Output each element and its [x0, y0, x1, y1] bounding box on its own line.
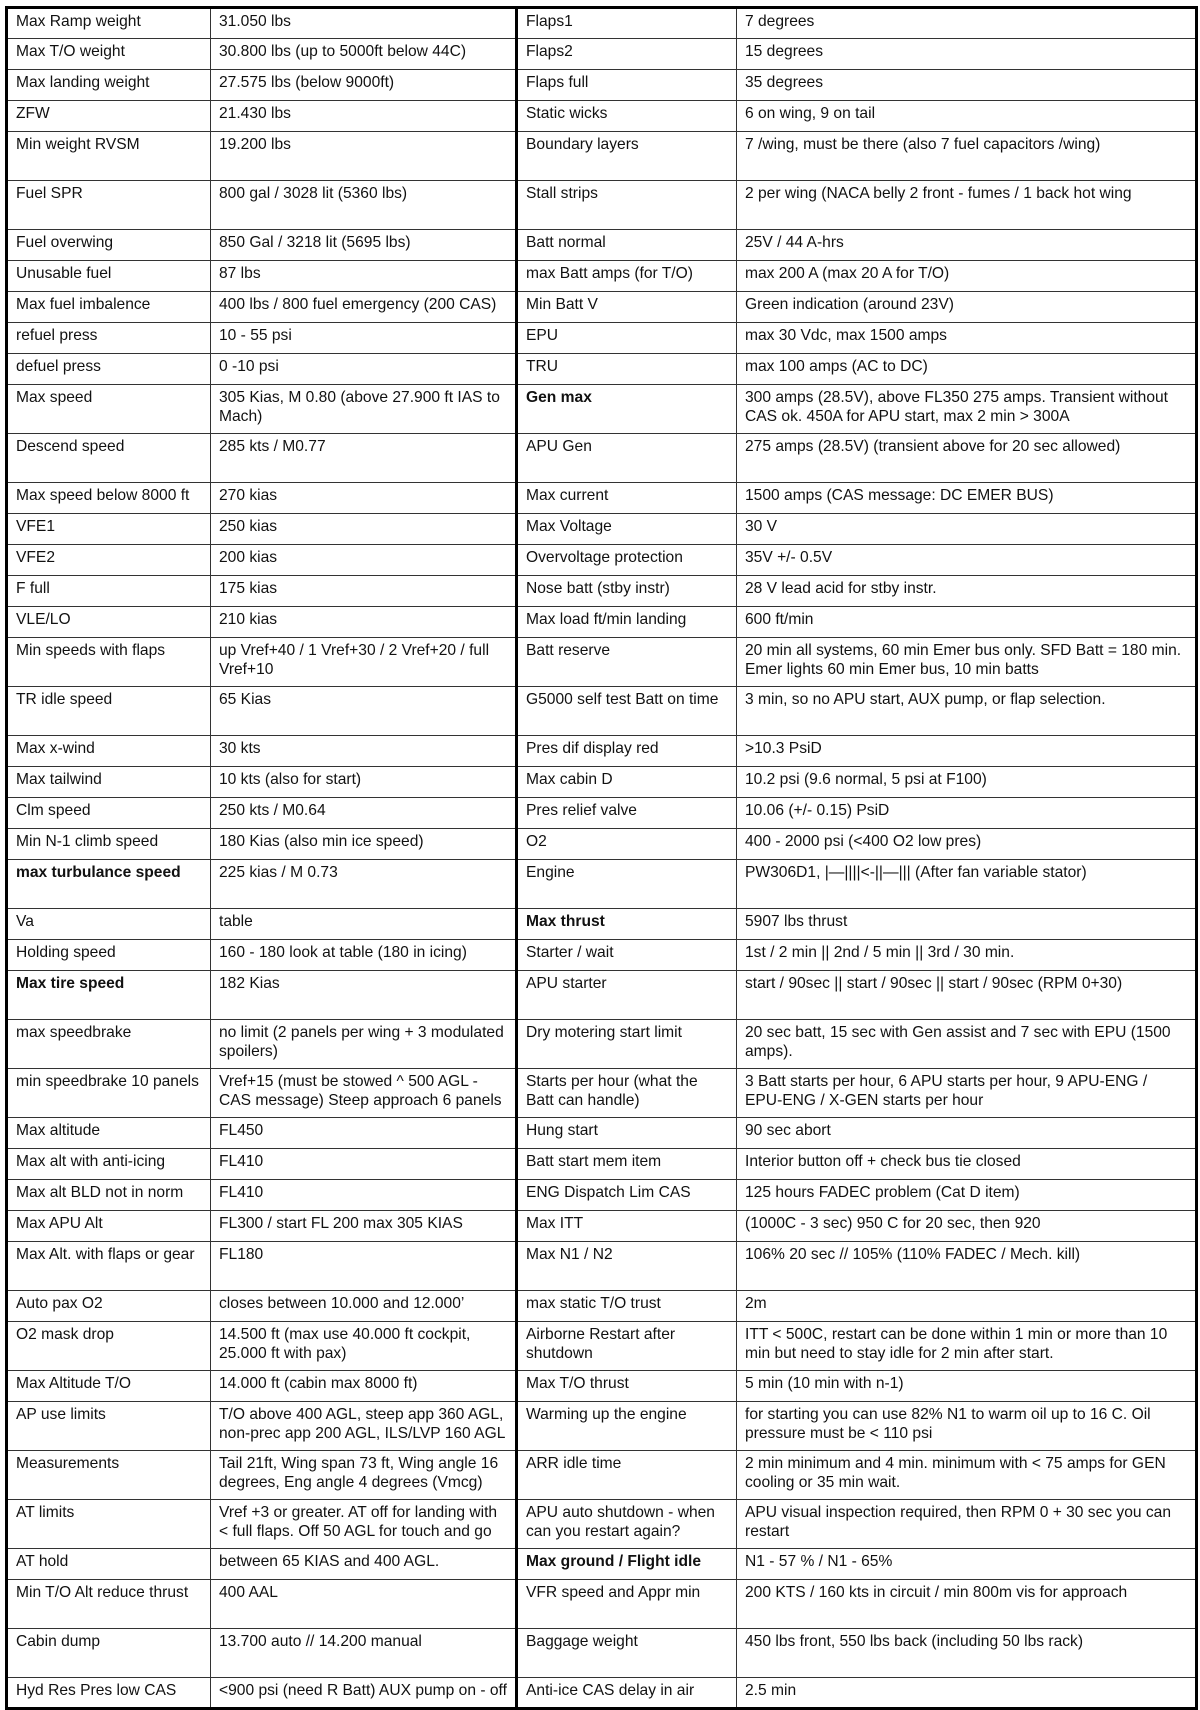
- table-row: [7, 483, 1197, 514]
- left-value-cell: 21.430 lbs: [211, 101, 517, 132]
- left-parameter-cell: Max x-wind: [7, 736, 211, 767]
- right-value-cell: 7 /wing, must be there (also 7 fuel capacitors /wing): [737, 132, 1197, 181]
- left-parameter-cell: max speedbrake: [7, 1020, 211, 1069]
- table-row: [7, 1402, 1197, 1451]
- left-parameter-cell: Va: [7, 909, 211, 940]
- right-value-cell: 15 degrees: [737, 39, 1197, 70]
- left-value-cell: 13.700 auto // 14.200 manual: [211, 1629, 517, 1678]
- left-value-cell: FL180: [211, 1242, 517, 1291]
- table-row: [7, 1580, 1197, 1629]
- right-parameter-cell: EPU: [517, 323, 737, 354]
- left-value-cell: 14.000 ft (cabin max 8000 ft): [211, 1371, 517, 1402]
- left-value-cell: 27.575 lbs (below 9000ft): [211, 70, 517, 101]
- left-value-cell: table: [211, 909, 517, 940]
- right-parameter-cell: APU starter: [517, 971, 737, 1020]
- right-parameter-cell: Pres dif display red: [517, 736, 737, 767]
- right-parameter-cell: Batt normal: [517, 230, 737, 261]
- left-parameter-cell: Holding speed: [7, 940, 211, 971]
- right-value-cell: 1st / 2 min || 2nd / 5 min || 3rd / 30 min.: [737, 940, 1197, 971]
- left-parameter-cell: Max tire speed: [7, 971, 211, 1020]
- left-value-cell: closes between 10.000 and 12.000’: [211, 1291, 517, 1322]
- right-parameter-cell: Max thrust: [517, 909, 737, 940]
- right-parameter-cell: Stall strips: [517, 181, 737, 230]
- right-parameter-cell: Max T/O thrust: [517, 1371, 737, 1402]
- table-row: [7, 354, 1197, 385]
- right-value-cell: 10.06 (+/- 0.15) PsiD: [737, 798, 1197, 829]
- right-value-cell: 125 hours FADEC problem (Cat D item): [737, 1180, 1197, 1211]
- left-value-cell: 180 Kias (also min ice speed): [211, 829, 517, 860]
- left-value-cell: 250 kts / M0.64: [211, 798, 517, 829]
- right-value-cell: 2m: [737, 1291, 1197, 1322]
- left-parameter-cell: Min N-1 climb speed: [7, 829, 211, 860]
- right-value-cell: PW306D1, |—||||<-||—||| (After fan variable stator): [737, 860, 1197, 909]
- right-parameter-cell: O2: [517, 829, 737, 860]
- table-row: [7, 181, 1197, 230]
- left-value-cell: 270 kias: [211, 483, 517, 514]
- left-parameter-cell: O2 mask drop: [7, 1322, 211, 1371]
- table-row: [7, 638, 1197, 687]
- table-row: [7, 1020, 1197, 1069]
- right-parameter-cell: Flaps1: [517, 8, 737, 39]
- table-row: [7, 101, 1197, 132]
- right-parameter-cell: max Batt amps (for T/O): [517, 261, 737, 292]
- right-parameter-cell: Anti-ice CAS delay in air: [517, 1678, 737, 1709]
- left-parameter-cell: refuel press: [7, 323, 211, 354]
- table-row: [7, 292, 1197, 323]
- left-value-cell: 400 lbs / 800 fuel emergency (200 CAS): [211, 292, 517, 323]
- left-value-cell: 14.500 ft (max use 40.000 ft cockpit, 25.000 ft with pax): [211, 1322, 517, 1371]
- left-value-cell: FL450: [211, 1118, 517, 1149]
- table-row: [7, 132, 1197, 181]
- left-value-cell: 10 - 55 psi: [211, 323, 517, 354]
- table-row: [7, 860, 1197, 909]
- right-value-cell: APU visual inspection required, then RPM 0 + 30 sec you can restart: [737, 1500, 1197, 1549]
- right-value-cell: 300 amps (28.5V), above FL350 275 amps. Transient without CAS ok. 450A for APU start, max 2 min > 300A: [737, 385, 1197, 434]
- right-parameter-cell: Warming up the engine: [517, 1402, 737, 1451]
- left-value-cell: 182 Kias: [211, 971, 517, 1020]
- right-parameter-cell: Max current: [517, 483, 737, 514]
- right-value-cell: 90 sec abort: [737, 1118, 1197, 1149]
- left-parameter-cell: Max Alt. with flaps or gear: [7, 1242, 211, 1291]
- table-row: [7, 70, 1197, 101]
- left-parameter-cell: Max T/O weight: [7, 39, 211, 70]
- right-parameter-cell: ARR idle time: [517, 1451, 737, 1500]
- table-row: [7, 261, 1197, 292]
- left-parameter-cell: Max altitude: [7, 1118, 211, 1149]
- right-parameter-cell: Flaps full: [517, 70, 737, 101]
- table-row: [7, 687, 1197, 736]
- table-row: [7, 1678, 1197, 1709]
- right-value-cell: start / 90sec || start / 90sec || start / 90sec (RPM 0+30): [737, 971, 1197, 1020]
- table-row: [7, 1549, 1197, 1580]
- right-value-cell: max 30 Vdc, max 1500 amps: [737, 323, 1197, 354]
- left-value-cell: 850 Gal / 3218 lit (5695 lbs): [211, 230, 517, 261]
- table-row: [7, 1629, 1197, 1678]
- right-value-cell: Interior button off + check bus tie closed: [737, 1149, 1197, 1180]
- right-parameter-cell: Dry motering start limit: [517, 1020, 737, 1069]
- left-parameter-cell: Min T/O Alt reduce thrust: [7, 1580, 211, 1629]
- left-parameter-cell: Max speed: [7, 385, 211, 434]
- table-row: [7, 545, 1197, 576]
- right-parameter-cell: VFR speed and Appr min: [517, 1580, 737, 1629]
- right-value-cell: 200 KTS / 160 kts in circuit / min 800m vis for approach: [737, 1580, 1197, 1629]
- left-parameter-cell: Clm speed: [7, 798, 211, 829]
- right-value-cell: 2 min minimum and 4 min. minimum with < 75 amps for GEN cooling or 35 min wait.: [737, 1451, 1197, 1500]
- table-row: [7, 940, 1197, 971]
- left-parameter-cell: Max Altitude T/O: [7, 1371, 211, 1402]
- left-value-cell: 400 AAL: [211, 1580, 517, 1629]
- table-row: [7, 1322, 1197, 1371]
- table-row: [7, 1149, 1197, 1180]
- left-value-cell: 65 Kias: [211, 687, 517, 736]
- limitations-table: [5, 6, 1198, 1710]
- right-value-cell: 600 ft/min: [737, 607, 1197, 638]
- table-row: [7, 434, 1197, 483]
- table-row: [7, 1371, 1197, 1402]
- right-parameter-cell: Starter / wait: [517, 940, 737, 971]
- right-parameter-cell: Max cabin D: [517, 767, 737, 798]
- left-value-cell: Vref +3 or greater. AT off for landing with < full flaps. Off 50 AGL for touch and go: [211, 1500, 517, 1549]
- left-value-cell: 19.200 lbs: [211, 132, 517, 181]
- left-value-cell: Vref+15 (must be stowed ^ 500 AGL - CAS message) Steep approach 6 panels: [211, 1069, 517, 1118]
- left-parameter-cell: Max fuel imbalence: [7, 292, 211, 323]
- table-row: [7, 1291, 1197, 1322]
- left-value-cell: 87 lbs: [211, 261, 517, 292]
- left-parameter-cell: AP use limits: [7, 1402, 211, 1451]
- left-value-cell: no limit (2 panels per wing + 3 modulated spoilers): [211, 1020, 517, 1069]
- left-parameter-cell: Min speeds with flaps: [7, 638, 211, 687]
- right-parameter-cell: Batt reserve: [517, 638, 737, 687]
- right-parameter-cell: Pres relief valve: [517, 798, 737, 829]
- right-value-cell: 3 min, so no APU start, AUX pump, or flap selection.: [737, 687, 1197, 736]
- left-parameter-cell: Measurements: [7, 1451, 211, 1500]
- right-parameter-cell: Max ITT: [517, 1211, 737, 1242]
- right-parameter-cell: TRU: [517, 354, 737, 385]
- right-value-cell: max 100 amps (AC to DC): [737, 354, 1197, 385]
- left-value-cell: between 65 KIAS and 400 AGL.: [211, 1549, 517, 1580]
- table-row: [7, 514, 1197, 545]
- left-value-cell: Tail 21ft, Wing span 73 ft, Wing angle 16 degrees, Eng angle 4 degrees (Vmcg): [211, 1451, 517, 1500]
- left-parameter-cell: Max Ramp weight: [7, 8, 211, 39]
- table-row: [7, 230, 1197, 261]
- left-parameter-cell: Fuel overwing: [7, 230, 211, 261]
- table-row: [7, 1451, 1197, 1500]
- right-parameter-cell: Starts per hour (what the Batt can handle): [517, 1069, 737, 1118]
- left-parameter-cell: VLE/LO: [7, 607, 211, 638]
- table-row: [7, 607, 1197, 638]
- left-parameter-cell: Max tailwind: [7, 767, 211, 798]
- table-row: [7, 1211, 1197, 1242]
- right-value-cell: ITT < 500C, restart can be done within 1 min or more than 10 min but need to stay idle for 2 min after start.: [737, 1322, 1197, 1371]
- right-parameter-cell: G5000 self test Batt on time: [517, 687, 737, 736]
- left-value-cell: 285 kts / M0.77: [211, 434, 517, 483]
- table-row: [7, 767, 1197, 798]
- right-value-cell: 3 Batt starts per hour, 6 APU starts per hour, 9 APU-ENG / EPU-ENG / X-GEN starts per hour: [737, 1069, 1197, 1118]
- right-value-cell: max 200 A (max 20 A for T/O): [737, 261, 1197, 292]
- left-value-cell: 160 - 180 look at table (180 in icing): [211, 940, 517, 971]
- right-parameter-cell: Static wicks: [517, 101, 737, 132]
- left-parameter-cell: min speedbrake 10 panels: [7, 1069, 211, 1118]
- left-parameter-cell: Max APU Alt: [7, 1211, 211, 1242]
- left-value-cell: 30 kts: [211, 736, 517, 767]
- left-parameter-cell: defuel press: [7, 354, 211, 385]
- left-parameter-cell: VFE1: [7, 514, 211, 545]
- right-value-cell: 35V +/- 0.5V: [737, 545, 1197, 576]
- right-value-cell: 10.2 psi (9.6 normal, 5 psi at F100): [737, 767, 1197, 798]
- right-parameter-cell: Boundary layers: [517, 132, 737, 181]
- left-value-cell: 225 kias / M 0.73: [211, 860, 517, 909]
- left-parameter-cell: AT hold: [7, 1549, 211, 1580]
- left-parameter-cell: Descend speed: [7, 434, 211, 483]
- table-row: [7, 39, 1197, 70]
- table-row: [7, 1069, 1197, 1118]
- right-value-cell: for starting you can use 82% N1 to warm oil up to 16 C. Oil pressure must be < 110 psi: [737, 1402, 1197, 1451]
- right-value-cell: 20 sec batt, 15 sec with Gen assist and 7 sec with EPU (1500 amps).: [737, 1020, 1197, 1069]
- table-row: [7, 385, 1197, 434]
- left-value-cell: T/O above 400 AGL, steep app 360 AGL, non-prec app 200 AGL, ILS/LVP 160 AGL: [211, 1402, 517, 1451]
- right-value-cell: N1 - 57 % / N1 - 65%: [737, 1549, 1197, 1580]
- right-value-cell: 450 lbs front, 550 lbs back (including 50 lbs rack): [737, 1629, 1197, 1678]
- right-parameter-cell: Hung start: [517, 1118, 737, 1149]
- left-parameter-cell: TR idle speed: [7, 687, 211, 736]
- right-value-cell: 5 min (10 min with n-1): [737, 1371, 1197, 1402]
- right-parameter-cell: APU Gen: [517, 434, 737, 483]
- table-row: [7, 323, 1197, 354]
- table-row: [7, 829, 1197, 860]
- limitations-sheet: [5, 6, 1195, 1699]
- left-parameter-cell: VFE2: [7, 545, 211, 576]
- left-value-cell: 0 -10 psi: [211, 354, 517, 385]
- right-parameter-cell: APU auto shutdown - when can you restart again?: [517, 1500, 737, 1549]
- left-value-cell: FL410: [211, 1149, 517, 1180]
- left-value-cell: 30.800 lbs (up to 5000ft below 44C): [211, 39, 517, 70]
- right-parameter-cell: max static T/O trust: [517, 1291, 737, 1322]
- left-value-cell: 10 kts (also for start): [211, 767, 517, 798]
- left-value-cell: 175 kias: [211, 576, 517, 607]
- right-value-cell: 7 degrees: [737, 8, 1197, 39]
- right-parameter-cell: Flaps2: [517, 39, 737, 70]
- right-parameter-cell: Gen max: [517, 385, 737, 434]
- right-value-cell: 20 min all systems, 60 min Emer bus only. SFD Batt = 180 min. Emer lights 60 min Emer bus, 10 min batts: [737, 638, 1197, 687]
- right-value-cell: Green indication (around 23V): [737, 292, 1197, 323]
- right-parameter-cell: Batt start mem item: [517, 1149, 737, 1180]
- left-parameter-cell: Max landing weight: [7, 70, 211, 101]
- left-parameter-cell: ZFW: [7, 101, 211, 132]
- right-value-cell: 25V / 44 A-hrs: [737, 230, 1197, 261]
- left-parameter-cell: Fuel SPR: [7, 181, 211, 230]
- left-value-cell: 250 kias: [211, 514, 517, 545]
- right-value-cell: 35 degrees: [737, 70, 1197, 101]
- table-row: [7, 576, 1197, 607]
- left-value-cell: 31.050 lbs: [211, 8, 517, 39]
- left-value-cell: 305 Kias, M 0.80 (above 27.900 ft IAS to Mach): [211, 385, 517, 434]
- left-parameter-cell: Hyd Res Pres low CAS: [7, 1678, 211, 1709]
- right-parameter-cell: Airborne Restart after shutdown: [517, 1322, 737, 1371]
- right-parameter-cell: Max ground / Flight idle: [517, 1549, 737, 1580]
- table-row: [7, 1242, 1197, 1291]
- table-row: [7, 1180, 1197, 1211]
- table-row: [7, 1118, 1197, 1149]
- left-parameter-cell: F full: [7, 576, 211, 607]
- right-value-cell: 400 - 2000 psi (<400 O2 low pres): [737, 829, 1197, 860]
- left-parameter-cell: Cabin dump: [7, 1629, 211, 1678]
- left-value-cell: FL410: [211, 1180, 517, 1211]
- left-parameter-cell: AT limits: [7, 1500, 211, 1549]
- left-parameter-cell: Max speed below 8000 ft: [7, 483, 211, 514]
- right-parameter-cell: Baggage weight: [517, 1629, 737, 1678]
- right-value-cell: 1500 amps (CAS message: DC EMER BUS): [737, 483, 1197, 514]
- left-value-cell: 200 kias: [211, 545, 517, 576]
- right-parameter-cell: Engine: [517, 860, 737, 909]
- left-value-cell: <900 psi (need R Batt) AUX pump on - off: [211, 1678, 517, 1709]
- right-value-cell: 2 per wing (NACA belly 2 front - fumes / 1 back hot wing: [737, 181, 1197, 230]
- table-row: [7, 8, 1197, 39]
- right-parameter-cell: ENG Dispatch Lim CAS: [517, 1180, 737, 1211]
- right-value-cell: 5907 lbs thrust: [737, 909, 1197, 940]
- left-value-cell: 210 kias: [211, 607, 517, 638]
- table-body: [7, 8, 1197, 1709]
- right-value-cell: 2.5 min: [737, 1678, 1197, 1709]
- left-parameter-cell: Min weight RVSM: [7, 132, 211, 181]
- right-value-cell: 6 on wing, 9 on tail: [737, 101, 1197, 132]
- right-value-cell: 106% 20 sec // 105% (110% FADEC / Mech. kill): [737, 1242, 1197, 1291]
- table-row: [7, 736, 1197, 767]
- left-value-cell: 800 gal / 3028 lit (5360 lbs): [211, 181, 517, 230]
- table-row: [7, 909, 1197, 940]
- right-parameter-cell: Min Batt V: [517, 292, 737, 323]
- left-parameter-cell: max turbulance speed: [7, 860, 211, 909]
- table-row: [7, 798, 1197, 829]
- left-parameter-cell: Max alt with anti-icing: [7, 1149, 211, 1180]
- right-parameter-cell: Max Voltage: [517, 514, 737, 545]
- table-row: [7, 1500, 1197, 1549]
- table-row: [7, 971, 1197, 1020]
- right-value-cell: 28 V lead acid for stby instr.: [737, 576, 1197, 607]
- right-value-cell: (1000C - 3 sec) 950 C for 20 sec, then 920: [737, 1211, 1197, 1242]
- right-value-cell: >10.3 PsiD: [737, 736, 1197, 767]
- right-parameter-cell: Max N1 / N2: [517, 1242, 737, 1291]
- right-parameter-cell: Max load ft/min landing: [517, 607, 737, 638]
- left-value-cell: up Vref+40 / 1 Vref+30 / 2 Vref+20 / full Vref+10: [211, 638, 517, 687]
- right-value-cell: 275 amps (28.5V) (transient above for 20 sec allowed): [737, 434, 1197, 483]
- left-value-cell: FL300 / start FL 200 max 305 KIAS: [211, 1211, 517, 1242]
- left-parameter-cell: Max alt BLD not in norm: [7, 1180, 211, 1211]
- right-value-cell: 30 V: [737, 514, 1197, 545]
- left-parameter-cell: Unusable fuel: [7, 261, 211, 292]
- left-parameter-cell: Auto pax O2: [7, 1291, 211, 1322]
- right-parameter-cell: Nose batt (stby instr): [517, 576, 737, 607]
- right-parameter-cell: Overvoltage protection: [517, 545, 737, 576]
